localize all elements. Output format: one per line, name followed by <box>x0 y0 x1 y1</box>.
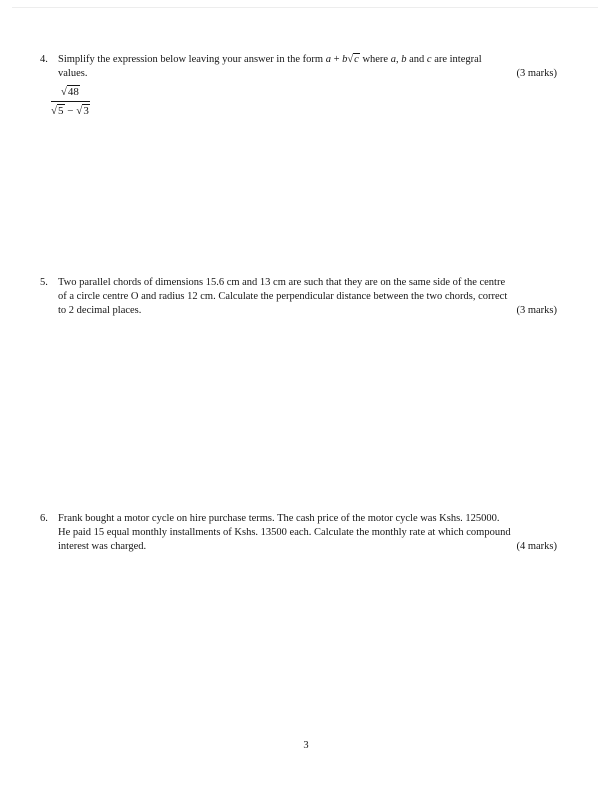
sqrt-sign: √ <box>60 86 67 98</box>
question-5-line-2: of a circle centre O and radius 12 cm. Calculate the perpendicular distance between the two chords, correct <box>58 291 508 302</box>
sqrt-radicand-48: 48 <box>67 86 79 98</box>
question-4-text-part: are integral <box>431 54 482 65</box>
question-6 <box>40 512 557 554</box>
page-number: 3 <box>303 740 309 751</box>
math-var-c: c <box>426 54 432 65</box>
question-6-line-2: He paid 15 equal monthly installments of Kshs. 13500 each. Calculate the monthly rate at which compound <box>58 527 511 538</box>
sqrt-sign: √ <box>347 54 354 65</box>
math-var-a: a <box>325 54 331 65</box>
math-expression-fraction <box>51 85 90 118</box>
question-5-line-1: Two parallel chords of dimensions 15.6 cm and 13 cm are such that they are on the same side of the centre <box>58 277 506 288</box>
math-var-b: b <box>401 54 407 65</box>
question-6-body <box>58 512 557 554</box>
sqrt-sign: √ <box>51 105 58 117</box>
question-4-body <box>51 53 557 119</box>
question-4-text-part: values. <box>58 68 88 79</box>
sqrt-radicand-5: 5 <box>58 105 64 117</box>
question-5-line-3 <box>58 304 557 318</box>
sqrt-radicand-c: c <box>354 54 359 65</box>
question-6-line-3 <box>58 540 557 554</box>
question-5-text-part: to 2 decimal places. <box>58 305 142 316</box>
question-4-text-part: , <box>395 54 402 65</box>
question-5 <box>40 276 557 318</box>
question-4-line-1 <box>58 53 557 67</box>
sqrt-radicand-3: 3 <box>83 105 89 117</box>
question-4 <box>40 53 557 119</box>
math-minus-sign: − <box>64 105 77 117</box>
question-4-text-part: and <box>406 54 427 65</box>
math-plus-sign: + <box>330 54 343 65</box>
question-5-body <box>58 276 557 318</box>
question-6-marks: (4 marks) <box>516 541 557 552</box>
sqrt-sign: √ <box>76 105 83 117</box>
question-5-number: 5. <box>40 277 48 288</box>
question-6-text-part: interest was charged. <box>58 541 147 552</box>
question-4-number: 4. <box>40 54 48 65</box>
question-4-marks: (3 marks) <box>516 68 557 79</box>
math-var-a: a <box>390 54 396 65</box>
question-6-line-1: Frank bought a motor cycle on hire purchase terms. The cash price of the motor cycle was Kshs. 125000. <box>58 513 500 524</box>
fraction-denominator <box>51 102 90 118</box>
fraction-numerator <box>51 85 90 102</box>
question-5-marks: (3 marks) <box>516 305 557 316</box>
math-var-b: b <box>342 54 348 65</box>
scan-artifact-line <box>12 7 598 8</box>
question-4-text-part: where <box>359 54 391 65</box>
question-4-text-part: Simplify the expression below leaving your answer in the form <box>58 54 326 65</box>
question-4-line-2 <box>58 67 557 81</box>
question-6-number: 6. <box>40 513 48 524</box>
